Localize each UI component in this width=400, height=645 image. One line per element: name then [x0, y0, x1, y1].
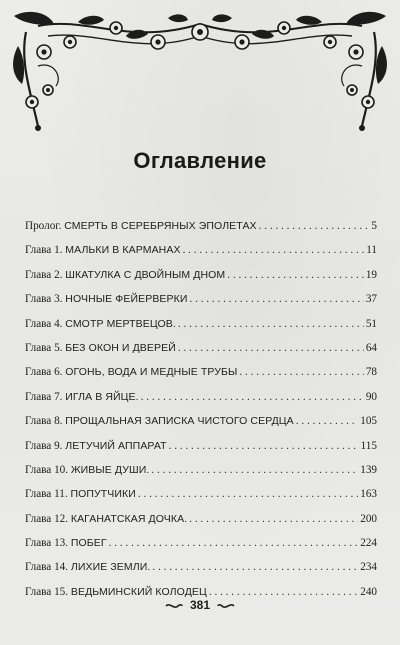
chapter-prefix: Глава 10. — [25, 463, 69, 476]
chapter-page-number: 64 — [365, 341, 377, 354]
chapter-title: КАГАНАТСКАЯ ДОЧКА. — [70, 512, 188, 525]
toc-entry-label — [25, 414, 294, 428]
chapter-prefix: Глава 15. — [25, 585, 69, 598]
chapter-title: ПОПУТЧИКИ — [70, 488, 136, 501]
toc-entry-label — [25, 365, 237, 379]
toc-entry-label — [25, 560, 150, 574]
chapter-page-number: 19 — [365, 268, 377, 281]
curl-ornament-icon — [217, 602, 235, 610]
chapter-prefix: Глава 5. — [25, 341, 63, 354]
toc-entry — [25, 487, 377, 511]
chapter-title: МАЛЬКИ В КАРМАНАХ — [65, 244, 181, 257]
chapter-page-number: 224 — [360, 537, 377, 550]
page-title: Оглавление — [133, 148, 267, 173]
dot-leader — [183, 243, 365, 257]
toc-entry-label — [25, 536, 107, 550]
curl-ornament-icon — [165, 602, 183, 610]
toc-entry — [25, 243, 377, 267]
chapter-prefix: Глава 2. — [25, 268, 63, 281]
dot-leader — [178, 341, 364, 355]
chapter-title: БЕЗ ОКОН И ДВЕРЕЙ — [65, 341, 176, 354]
toc-entry — [25, 341, 377, 365]
chapter-prefix: Глава 8. — [25, 415, 63, 428]
floral-vine-frame-icon — [8, 6, 392, 136]
dot-leader — [190, 292, 364, 306]
chapter-title: ПОБЕГ — [70, 537, 107, 550]
dot-leader — [152, 560, 358, 574]
chapter-prefix: Глава 11. — [25, 488, 68, 501]
dot-leader — [109, 536, 359, 550]
chapter-prefix: Глава 3. — [25, 293, 63, 306]
chapter-page-number: 105 — [360, 415, 377, 428]
toc-entry — [25, 390, 377, 414]
chapter-title: ЖИВЫЕ ДУШИ. — [70, 463, 150, 476]
page-number: 381 — [189, 598, 211, 612]
toc-entry-label — [25, 317, 176, 331]
dot-leader — [138, 487, 358, 501]
chapter-prefix: Глава 9. — [25, 439, 63, 452]
page-footer — [0, 598, 400, 612]
chapter-title: ШКАТУЛКА С ДВОЙНЫМ ДНОМ — [65, 268, 226, 281]
toc-entry-label — [25, 268, 225, 282]
chapter-page-number: 90 — [365, 390, 377, 403]
chapter-page-number: 51 — [365, 317, 377, 330]
chapter-title: ИГЛА В ЯЙЦЕ. — [65, 390, 139, 403]
chapter-prefix: Глава 4. — [25, 317, 63, 330]
toc-entry-label — [25, 243, 181, 257]
chapter-page-number: 5 — [371, 220, 377, 232]
chapter-prefix: Глава 12. — [25, 512, 69, 525]
toc-entry — [25, 365, 377, 389]
chapter-page-number: 139 — [360, 463, 377, 476]
toc-entry-label — [25, 487, 136, 501]
dot-leader — [209, 585, 358, 599]
chapter-title: ОГОНЬ, ВОДА И МЕДНЫЕ ТРУБЫ — [65, 366, 238, 379]
chapter-page-number: 78 — [365, 366, 377, 379]
chapter-page-number: 240 — [360, 585, 377, 598]
dot-leader — [141, 390, 364, 404]
dot-leader — [296, 414, 358, 428]
toc-entry-label — [25, 439, 167, 453]
toc-entry-label — [25, 585, 207, 599]
chapter-title: ВЕДЬМИНСКИЙ КОЛОДЕЦ — [70, 585, 207, 598]
chapter-prefix: Глава 6. — [25, 366, 63, 379]
toc-entry — [25, 317, 377, 341]
chapter-page-number: 163 — [360, 488, 377, 501]
chapter-title: ПРОЩАЛЬНАЯ ЗАПИСКА ЧИСТОГО СЕРДЦА — [65, 415, 294, 428]
chapter-prefix: Глава 1. — [25, 244, 63, 257]
chapter-page-number: 200 — [360, 512, 377, 525]
toc-entry — [25, 512, 377, 536]
chapter-title: СМОТР МЕРТВЕЦОВ. — [65, 317, 176, 330]
chapter-title: СМЕРТЬ В СЕРЕБРЯНЫХ ЭПОЛЕТАХ — [64, 220, 257, 232]
toc-entry — [25, 268, 377, 292]
chapter-prefix: Глава 14. — [25, 561, 69, 574]
dot-leader — [169, 439, 359, 453]
toc-entry — [25, 463, 377, 487]
dot-leader — [239, 365, 363, 379]
dot-leader — [259, 219, 370, 233]
chapter-page-number: 234 — [360, 561, 377, 574]
chapter-title: НОЧНЫЕ ФЕЙЕРВЕРКИ — [65, 293, 188, 306]
toc-entry — [25, 292, 377, 316]
toc-entry-label — [25, 512, 187, 526]
toc-entry-label — [25, 463, 149, 477]
toc-entry-label — [25, 219, 257, 233]
toc-entry — [25, 560, 377, 584]
toc-entry — [25, 536, 377, 560]
chapter-prefix: Глава 7. — [25, 390, 63, 403]
dot-leader — [178, 317, 364, 331]
dot-leader — [227, 268, 364, 282]
chapter-page-number: 37 — [365, 293, 377, 306]
chapter-prefix: Пролог. — [25, 220, 62, 232]
chapter-page-number: 115 — [360, 439, 377, 452]
toc-entry — [25, 414, 377, 438]
chapter-prefix: Глава 13. — [25, 537, 69, 550]
toc-entry — [25, 219, 377, 243]
toc-entry-label — [25, 341, 176, 355]
chapter-title: ЛИХИЕ ЗЕМЛИ. — [70, 561, 151, 574]
dot-leader — [189, 512, 358, 526]
table-of-contents — [25, 219, 377, 609]
toc-entry-label — [25, 292, 188, 306]
chapter-title: ЛЕТУЧИЙ АППАРАТ — [65, 439, 167, 452]
toc-entry — [25, 439, 377, 463]
chapter-page-number: 11 — [366, 244, 377, 257]
toc-entry-label — [25, 390, 139, 404]
dot-leader — [151, 463, 358, 477]
